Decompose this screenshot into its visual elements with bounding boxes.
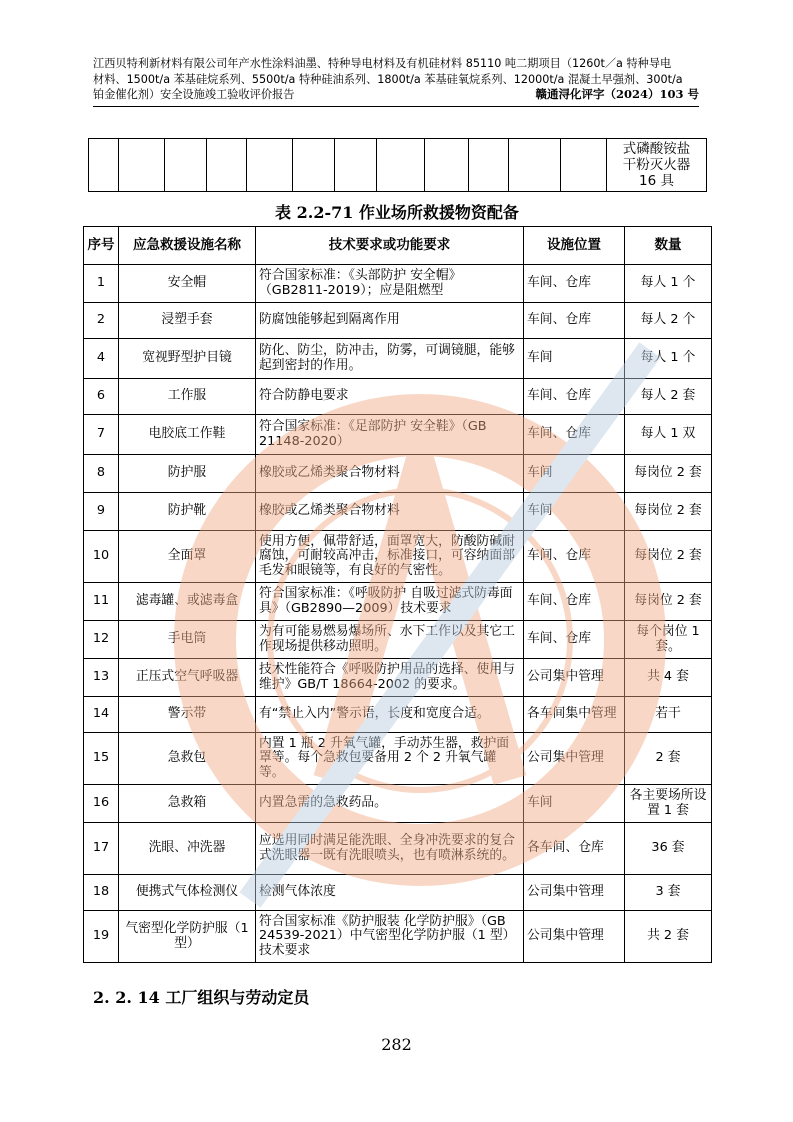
table-row <box>84 455 712 493</box>
item-quantity: 2 套 <box>625 733 712 785</box>
item-location: 各车间集中管理 <box>524 697 625 733</box>
item-quantity: 每岗位 2 套 <box>625 455 712 493</box>
item-location: 车间 <box>524 785 625 823</box>
item-name: 工作服 <box>119 379 256 415</box>
item-name: 正压式空气呼吸器 <box>119 659 256 697</box>
col-requirement: 技术要求或功能要求 <box>256 227 524 265</box>
item-requirement: 为有可能易燃易爆场所、水下工作以及其它工作现场提供移动照明。 <box>256 621 524 659</box>
item-name: 防护靴 <box>119 493 256 531</box>
item-requirement: 防化、防尘，防冲击，防雾，可调镜腿，能够起到密封的作用。 <box>256 339 524 379</box>
item-name: 洗眼、冲洗器 <box>119 823 256 875</box>
table-row <box>84 785 712 823</box>
extinguisher-cell: 式磷酸铵盐 干粉灭火器 16 具 <box>607 139 707 192</box>
item-location: 公司集中管理 <box>524 875 625 911</box>
table-row <box>84 265 712 303</box>
item-requirement: 技术性能符合《呼吸防护用品的选择、使用与维护》GB/T 18664-2002 的要求。 <box>256 659 524 697</box>
table-row <box>84 339 712 379</box>
item-quantity: 每个岗位 1 套。 <box>625 621 712 659</box>
item-location: 公司集中管理 <box>524 733 625 785</box>
item-quantity: 若干 <box>625 697 712 733</box>
col-seq: 序号 <box>84 227 119 265</box>
item-name: 急救箱 <box>119 785 256 823</box>
table-row <box>84 303 712 339</box>
item-quantity: 3 套 <box>625 875 712 911</box>
item-name: 全面罩 <box>119 531 256 583</box>
item-quantity: 共 4 套 <box>625 659 712 697</box>
item-requirement: 橡胶或乙烯类聚合物材料 <box>256 493 524 531</box>
page-header <box>93 56 699 103</box>
item-location: 车间 <box>524 455 625 493</box>
item-quantity: 每人 1 个 <box>625 339 712 379</box>
table-row <box>84 823 712 875</box>
row-number: 15 <box>84 733 119 785</box>
row-number: 7 <box>84 415 119 455</box>
item-requirement: 符合防静电要求 <box>256 379 524 415</box>
item-quantity: 每人 1 个 <box>625 265 712 303</box>
item-requirement: 应选用同时满足能洗眼、全身冲洗要求的复合式洗眼器一既有洗眼喷头，也有喷淋系统的。 <box>256 823 524 875</box>
row-number: 14 <box>84 697 119 733</box>
section-heading: 2. 2. 14 工厂组织与劳动定员 <box>93 988 310 1007</box>
item-requirement: 内置 1 瓶 2 升氧气罐，手动苏生器，救护面罩等。每个急救包要备用 2 个 2 升氧气罐等。 <box>256 733 524 785</box>
item-requirement: 使用方便，佩带舒适，面罩宽大，防酸防碱耐腐蚀，可耐较高冲击，标准接口，可容纳面部毛发和眼镜等，有良好的气密性。 <box>256 531 524 583</box>
item-name: 安全帽 <box>119 265 256 303</box>
row-number: 18 <box>84 875 119 911</box>
row-number: 17 <box>84 823 119 875</box>
item-quantity: 共 2 套 <box>625 911 712 963</box>
table-row <box>84 621 712 659</box>
row-number: 9 <box>84 493 119 531</box>
table-row <box>84 379 712 415</box>
item-requirement: 内置急需的急救药品。 <box>256 785 524 823</box>
item-quantity: 每岗位 2 套 <box>625 531 712 583</box>
item-name: 警示带 <box>119 697 256 733</box>
item-name: 浸塑手套 <box>119 303 256 339</box>
row-number: 4 <box>84 339 119 379</box>
header-rule <box>93 106 699 107</box>
item-quantity: 每人 2 个 <box>625 303 712 339</box>
item-quantity: 每岗位 2 套 <box>625 493 712 531</box>
table-header-row <box>84 227 712 265</box>
table-row <box>84 493 712 531</box>
item-name: 滤毒罐、或滤毒盒 <box>119 583 256 621</box>
item-location: 车间、仓库 <box>524 531 625 583</box>
header-line-3 <box>93 87 699 103</box>
item-quantity: 每人 1 双 <box>625 415 712 455</box>
col-location: 设施位置 <box>524 227 625 265</box>
item-requirement: 符合国家标准：《足部防护 安全鞋》（GB 21148-2020） <box>256 415 524 455</box>
item-quantity: 各主要场所设置 1 套 <box>625 785 712 823</box>
item-name: 手电筒 <box>119 621 256 659</box>
item-location: 车间 <box>524 493 625 531</box>
item-requirement: 检测气体浓度 <box>256 875 524 911</box>
row-number: 6 <box>84 379 119 415</box>
item-location: 车间、仓库 <box>524 379 625 415</box>
table-row <box>84 875 712 911</box>
table-row <box>84 697 712 733</box>
item-location: 车间、仓库 <box>524 303 625 339</box>
previous-table-continuation <box>88 138 707 192</box>
page-number: 282 <box>381 1035 412 1054</box>
item-location: 车间、仓库 <box>524 265 625 303</box>
document-number: 赣通浔化评字（2024）103 号 <box>535 87 699 101</box>
item-name: 电胶底工作鞋 <box>119 415 256 455</box>
table-row <box>84 531 712 583</box>
header-line-2: 材料、1500t/a 苯基硅烷系列、5500t/a 特种硅油系列、1800t/a 苯基硅氧烷系列、12000t/a 混凝土早强剂、300t/a <box>93 72 683 86</box>
item-quantity: 36 套 <box>625 823 712 875</box>
rescue-supplies-table <box>83 226 712 963</box>
col-name: 应急救援设施名称 <box>119 227 256 265</box>
item-location: 车间、仓库 <box>524 621 625 659</box>
row-number: 13 <box>84 659 119 697</box>
item-location: 车间、仓库 <box>524 415 625 455</box>
item-name: 急救包 <box>119 733 256 785</box>
table-row <box>84 415 712 455</box>
item-name: 便携式气体检测仪 <box>119 875 256 911</box>
row-number: 1 <box>84 265 119 303</box>
row-number: 16 <box>84 785 119 823</box>
header-line-1: 江西贝特利新材料有限公司年产水性涂料油墨、特种导电材料及有机硅材料 85110 吨二期项目（1260t／a 特种导电 <box>93 57 672 70</box>
table-row <box>84 911 712 963</box>
item-requirement: 防腐蚀能够起到隔离作用 <box>256 303 524 339</box>
table-row <box>89 139 707 192</box>
table-row <box>84 733 712 785</box>
table-row <box>84 659 712 697</box>
row-number: 11 <box>84 583 119 621</box>
item-requirement: 符合国家标准：《呼吸防护 自吸过滤式防毒面具》（GB2890—2009）技术要求 <box>256 583 524 621</box>
item-quantity: 每人 2 套 <box>625 379 712 415</box>
item-location: 公司集中管理 <box>524 911 625 963</box>
item-requirement: 符合国家标准《防护服装 化学防护服》（GB 24539-2021）中气密型化学防护服（1 型）技术要求 <box>256 911 524 963</box>
table-row <box>84 583 712 621</box>
row-number: 10 <box>84 531 119 583</box>
item-location: 公司集中管理 <box>524 659 625 697</box>
header-report-title: 铂金催化剂）安全设施竣工验收评价报告 <box>93 88 295 101</box>
item-location: 各车间、仓库 <box>524 823 625 875</box>
item-quantity: 每岗位 2 套 <box>625 583 712 621</box>
row-number: 2 <box>84 303 119 339</box>
item-location: 车间 <box>524 339 625 379</box>
row-number: 8 <box>84 455 119 493</box>
table-caption: 表 2.2-71 作业场所救援物资配备 <box>275 203 519 222</box>
row-number: 12 <box>84 621 119 659</box>
item-name: 防护服 <box>119 455 256 493</box>
item-name: 宽视野型护目镜 <box>119 339 256 379</box>
row-number: 19 <box>84 911 119 963</box>
item-name: 气密型化学防护服（1 型） <box>119 911 256 963</box>
item-location: 车间、仓库 <box>524 583 625 621</box>
item-requirement: 有“禁止入内”警示语，长度和宽度合适。 <box>256 697 524 733</box>
item-requirement: 橡胶或乙烯类聚合物材料 <box>256 455 524 493</box>
item-requirement: 符合国家标准：《头部防护 安全帽》（GB2811-2019）；应是阻燃型 <box>256 265 524 303</box>
col-quantity: 数量 <box>625 227 712 265</box>
